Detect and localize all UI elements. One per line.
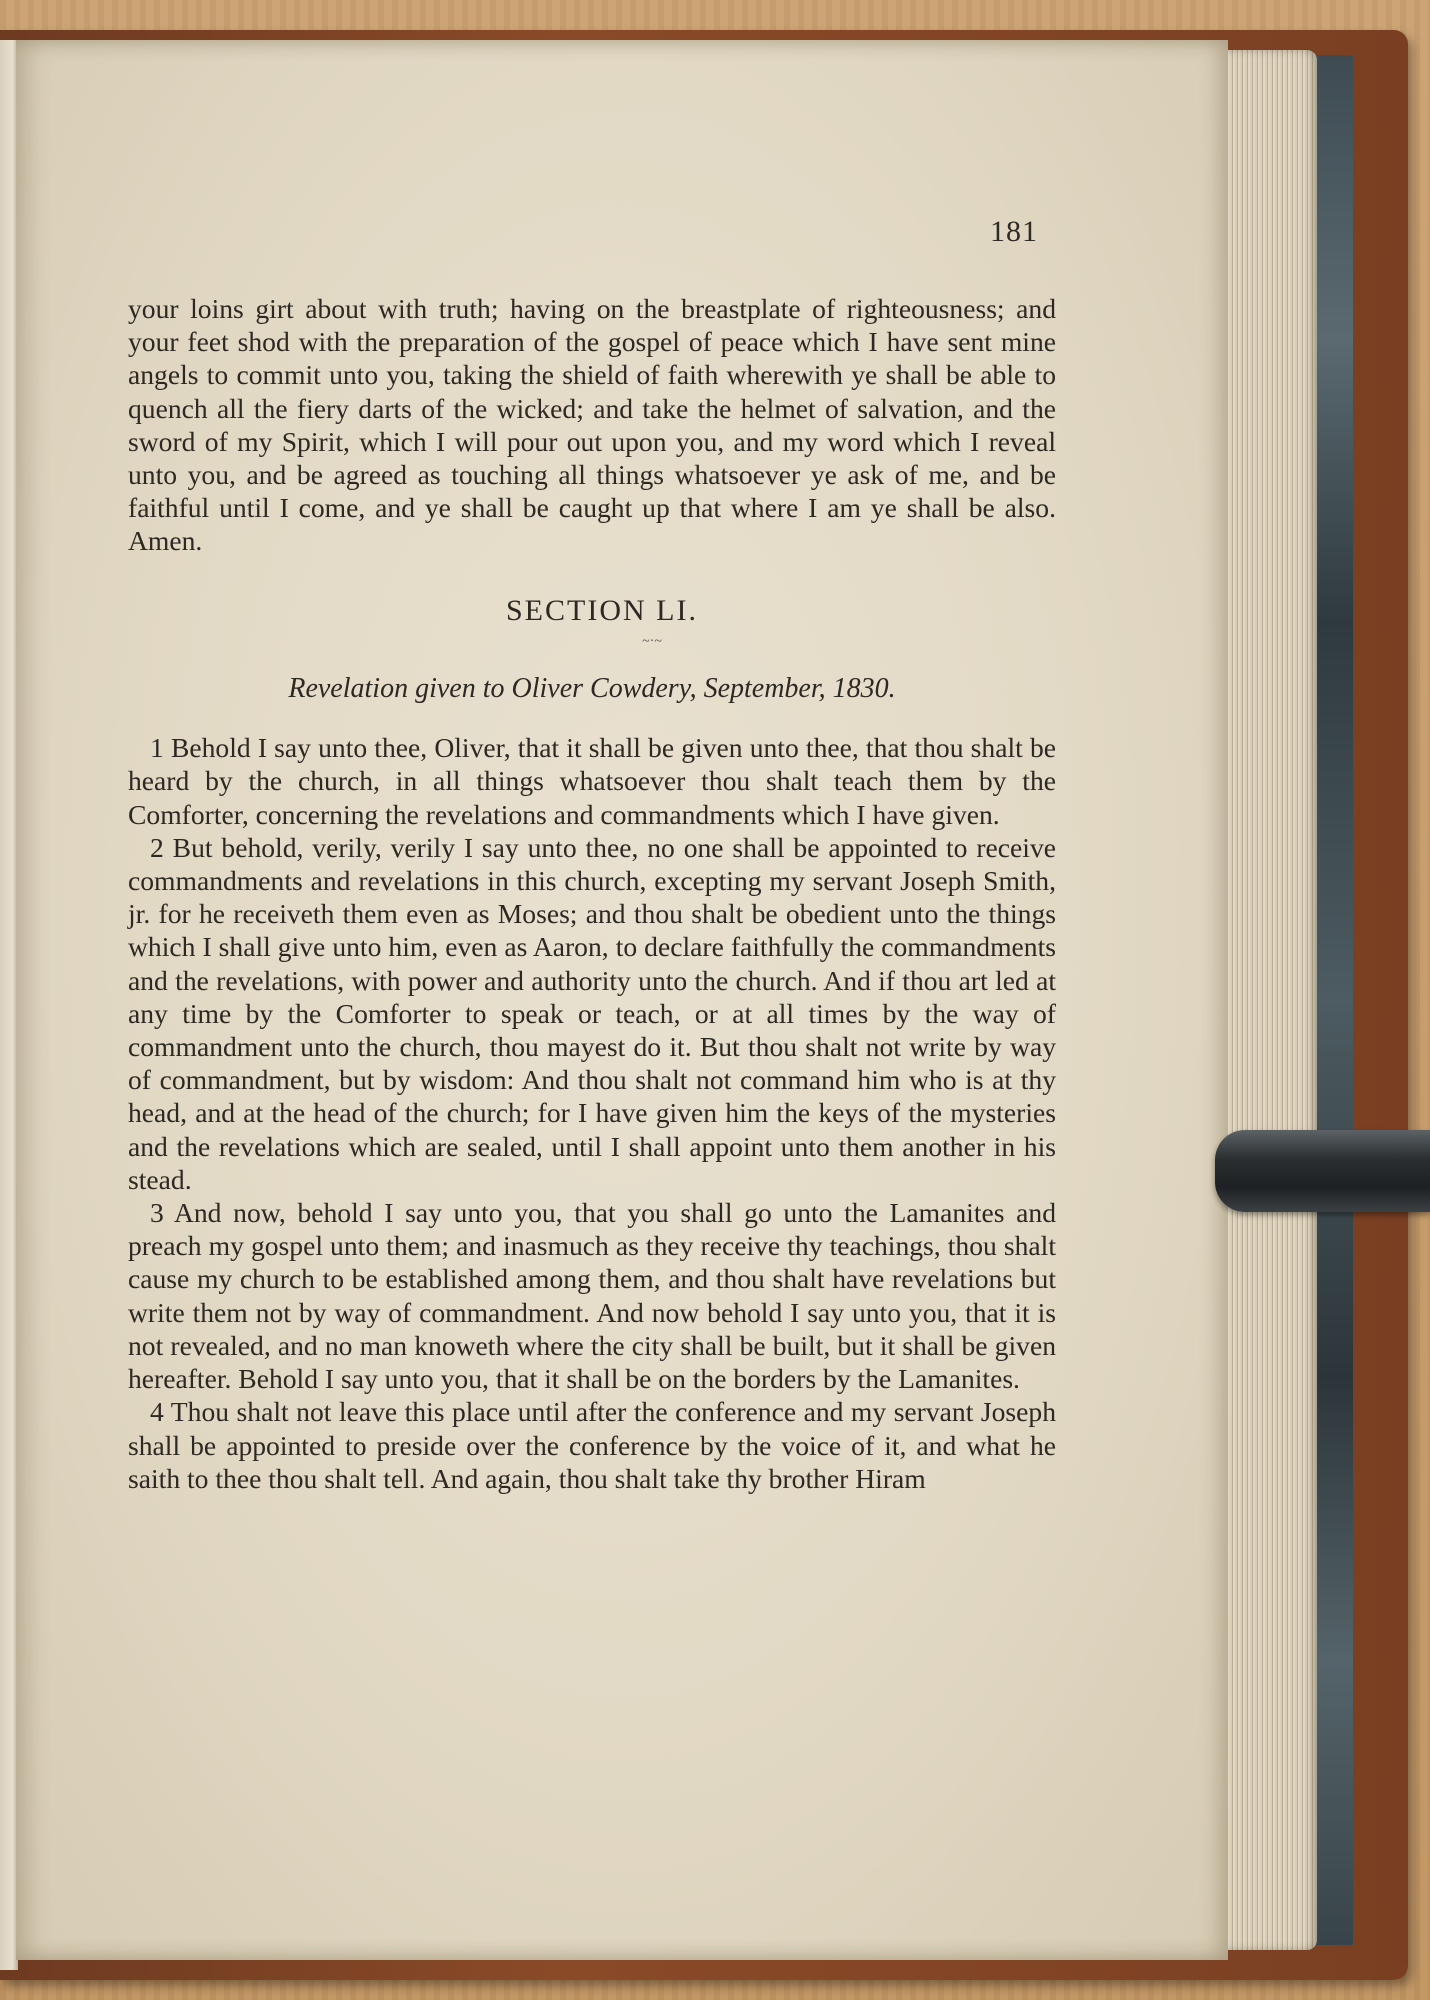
page-text [128,292,1056,1495]
metal-bookmark-clip [1215,1130,1430,1212]
verse-1: 1 Behold I say unto thee, Oliver, that it shall be given unto thee, that thou shalt be heard by the church, in all things whatsoever thou shalt teach them by the Comforter, concerning the revelations and commandments which I have given. [128,732,1056,830]
verse-3: 3 And now, behold I say unto you, that you shall go unto the Lamanites and preach my gospel unto them; and inasmuch as they receive thy teachings, thou shalt cause my church to be established among them, and thou shalt have revelations but write them not by way of commandment. And now behold I say unto you, that it is not revealed, and no man knoweth where the city shall be built, but it shall be given hereafter. Behold I say unto you, that it shall be on the borders by the Lamanites. [128,1197,1056,1395]
cover-marbled-edge [1312,55,1353,1945]
revelation-heading: Revelation given to Oliver Cowdery, September, 1830. [288,673,896,705]
section-title: SECTION LI. [506,593,698,627]
continued-paragraph: your loins girt about with truth; having on the breastplate of righteousness; and your feet shod with the preparation of the gospel of peace which I have sent mine angels to commit unto you, taking the shield of faith wherewith ye shall be able to quench all the fiery darts of the wicked; and take the helmet of salvation, and the sword of my Spirit, which I will pour out upon you, and my word which I reveal unto you, and be agreed as touching all things whatsoever ye ask of me, and be faithful until I come, and ye shall be caught up that where I am ye shall be also. Amen. [128,293,1056,557]
book-page [16,40,1228,1960]
verse-4: 4 Thou shalt not leave this place until after the conference and my servant Joseph shall be appointed to preside over the conference by the voice of it, and what he saith to thee thou shalt tell. And again, thou shalt take thy brother Hiram [128,1396,1056,1494]
page-number: 181 [990,215,1038,248]
page-block-edges [1225,50,1317,1950]
verse-2: 2 But behold, verily, verily I say unto thee, no one shall be appointed to receive commandments and revelations in this church, excepting my servant Joseph Smith, jr. for he receiveth them even as Moses; and thou shalt be obedient unto the things which I shall give unto him, even as Aaron, to declare faithfully the commandments and the revelations, with power and authority unto the church. And if thou art led at any time by the Comforter to speak or teach, or at all times by the way of commandment unto the church, thou mayest do it. But thou shalt not write by way of commandment, but by wisdom: And thou shalt not command him who is at thy head, and at the head of the church; for I have given him the keys of the mysteries and the revelations which are sealed, until I shall appoint unto them another in his stead. [128,831,1056,1195]
ornament-divider: ~·~ [642,633,662,649]
